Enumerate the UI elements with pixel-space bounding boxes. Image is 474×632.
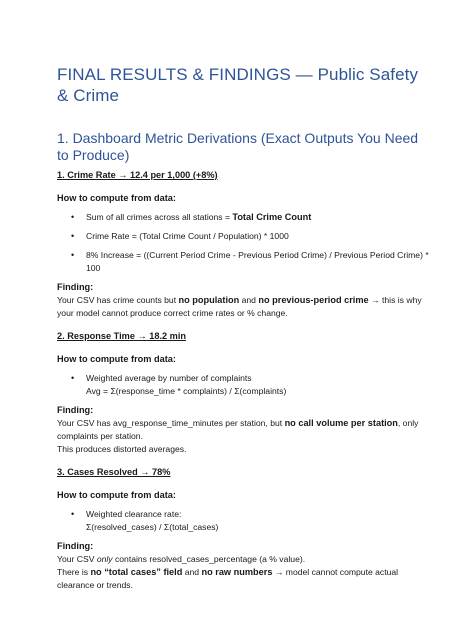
bullet-text: Weighted average by number of complaints	[86, 373, 252, 383]
bullet-icon: •	[71, 250, 75, 260]
bold-span: no “total cases” field	[90, 567, 183, 577]
text-span: There is	[57, 567, 91, 577]
cases-resolved-heading: 3. Cases Resolved → 78%	[57, 467, 171, 477]
text-span: Your CSV	[57, 554, 97, 564]
document-title: FINAL RESULTS & FINDINGS — Public Safety & Crime	[57, 65, 419, 105]
crime-rate-heading: 1. Crime Rate → 12.4 per 1,000 (+8%)	[57, 170, 218, 180]
response-time-heading: 2. Response Time → 18.2 min	[57, 331, 187, 341]
list-item	[57, 508, 429, 534]
response-bullet-list	[57, 372, 429, 398]
bold-span: no call volume per station	[284, 418, 398, 428]
bullet-icon: •	[71, 231, 75, 241]
list-item	[57, 372, 429, 398]
text-span: , only complaints per station.	[57, 418, 419, 441]
crime-finding-label: Finding:	[57, 282, 94, 292]
crime-finding-text	[57, 294, 429, 320]
bold-span: no previous-period crime	[258, 295, 369, 305]
bullet-bold-text: Total Crime Count	[232, 212, 312, 222]
text-span: Your CSV has avg_response_time_minutes per station, but	[57, 418, 285, 428]
bullet-formula: Σ(resolved_cases) / Σ(total_cases)	[86, 522, 219, 532]
text-span: → model cannot compute actual clearance or trends.	[57, 567, 399, 590]
bullet-formula: Avg = Σ(response_time * complaints) / Σ(complaints)	[86, 386, 287, 396]
response-finding-text	[57, 417, 429, 456]
bullet-text: Sum of all crimes across all stations =	[86, 212, 233, 222]
crime-how-label: How to compute from data:	[57, 193, 176, 203]
bullet-icon: •	[71, 509, 75, 519]
cases-finding-text	[57, 553, 429, 592]
document-page	[57, 64, 429, 602]
bold-span: no population	[178, 295, 240, 305]
italic-span: only	[96, 554, 113, 564]
response-how-label: How to compute from data:	[57, 354, 176, 364]
bold-span: no raw numbers	[201, 567, 273, 577]
section-heading: 1. Dashboard Metric Derivations (Exact Outputs You Need to Produce)	[57, 130, 419, 163]
text-line	[57, 566, 429, 592]
crime-bullet-list	[57, 211, 429, 275]
bullet-text: 8% Increase = ((Current Period Crime - Previous Period Crime) / Previous Period Crime) * 100	[86, 250, 429, 273]
bullet-text: Weighted clearance rate:	[86, 509, 182, 519]
text-span: This produces distorted averages.	[57, 444, 187, 454]
text-span: contains resolved_cases_percentage (a % value).	[112, 554, 306, 564]
text-span: and	[239, 295, 259, 305]
text-span: and	[182, 567, 202, 577]
text-span: Your CSV has crime counts but	[57, 295, 179, 305]
cases-bullet-list	[57, 508, 429, 534]
bullet-text: Crime Rate = (Total Crime Count / Population) * 1000	[86, 231, 289, 241]
response-finding-label: Finding:	[57, 405, 94, 415]
cases-finding-label: Finding:	[57, 541, 94, 551]
cases-how-label: How to compute from data:	[57, 490, 176, 500]
list-item	[57, 230, 429, 243]
bullet-icon: •	[71, 373, 75, 383]
list-item	[57, 211, 429, 224]
list-item	[57, 249, 429, 275]
bullet-icon: •	[71, 212, 75, 222]
text-span: → this is why your model cannot produce correct crime rates or % change.	[57, 295, 422, 318]
